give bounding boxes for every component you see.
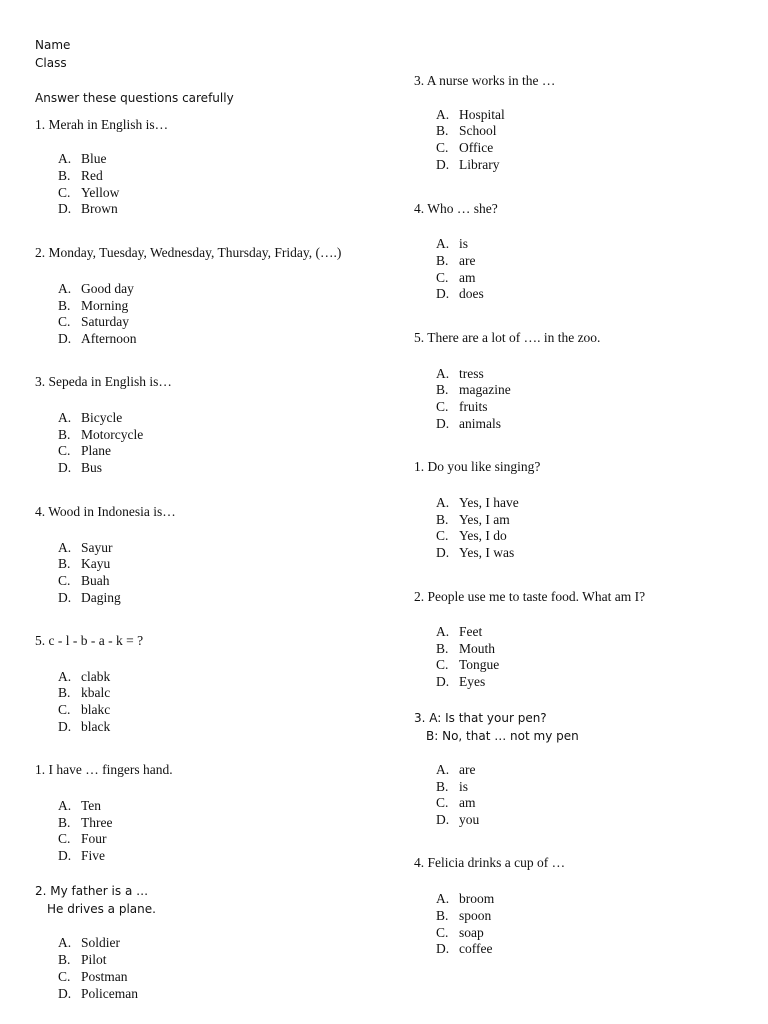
answer-option[interactable]: A. are	[436, 762, 476, 777]
answer-option[interactable]: C. soap	[436, 925, 484, 940]
answer-option[interactable]: A. Ten	[58, 798, 102, 813]
answer-option[interactable]: C. Postman	[58, 969, 128, 984]
answer-option[interactable]: A. Good day	[58, 281, 134, 296]
answer-option[interactable]: D. Five	[58, 848, 106, 863]
answer-option[interactable]: C. Four	[58, 831, 107, 846]
answer-option[interactable]: C. am	[436, 795, 476, 810]
answer-option[interactable]: A. Yes, I have	[436, 495, 519, 510]
name-label: Name	[35, 38, 71, 52]
answer-option[interactable]: D. Library	[436, 157, 500, 172]
question-subtext: B: No, that … not my pen	[426, 729, 579, 743]
answer-option[interactable]: A. tress	[436, 366, 484, 381]
question-text: 3. A nurse works in the …	[414, 73, 556, 88]
answer-option[interactable]: B. School	[436, 123, 497, 138]
question-text: 3. Sepeda in English is…	[35, 374, 172, 389]
answer-option[interactable]: B. Pilot	[58, 952, 107, 967]
answer-option[interactable]: B. Kayu	[58, 556, 111, 571]
answer-option[interactable]: B. Yes, I am	[436, 512, 510, 527]
answer-option[interactable]: B. Morning	[58, 298, 129, 313]
answer-option[interactable]: B. Three	[58, 815, 113, 830]
answer-option[interactable]: B. is	[436, 779, 469, 794]
answer-option[interactable]: D. Eyes	[436, 674, 486, 689]
answer-option[interactable]: A. Hospital	[436, 107, 505, 122]
answer-option[interactable]: A. Bicycle	[58, 410, 123, 425]
answer-option[interactable]: A. Feet	[436, 624, 483, 639]
answer-option[interactable]: C. blakc	[58, 702, 111, 717]
answer-option[interactable]: C. Plane	[58, 443, 111, 458]
answer-option[interactable]: A. Blue	[58, 151, 107, 166]
answer-option[interactable]: A. Sayur	[58, 540, 113, 555]
answer-option[interactable]: C. am	[436, 270, 476, 285]
question-text: 5. c - l - b - a - k = ?	[35, 633, 144, 648]
answer-option[interactable]: A. broom	[436, 891, 495, 906]
answer-option[interactable]: D. Yes, I was	[436, 545, 515, 560]
answer-option[interactable]: D. does	[436, 286, 484, 301]
question-text: 1. Merah in English is…	[35, 117, 169, 132]
answer-option[interactable]: C. Saturday	[58, 314, 129, 329]
answer-option[interactable]: C. fruits	[436, 399, 488, 414]
question-text: 4. Who … she?	[414, 201, 498, 216]
question-subtext: He drives a plane.	[47, 902, 156, 916]
answer-option[interactable]: B. Red	[58, 168, 103, 183]
question-text: 3. A: Is that your pen?	[414, 711, 547, 725]
answer-option[interactable]: B. are	[436, 253, 476, 268]
class-label: Class	[35, 56, 67, 70]
question-text: 2. People use me to taste food. What am I?	[414, 589, 646, 604]
answer-option[interactable]: C. Tongue	[436, 657, 500, 672]
question-text: 1. Do you like singing?	[414, 459, 541, 474]
answer-option[interactable]: D. coffee	[436, 941, 493, 956]
answer-option[interactable]: C. Yellow	[58, 185, 120, 200]
answer-option[interactable]: B. magazine	[436, 382, 511, 397]
question-text: 1. I have … fingers hand.	[35, 762, 173, 777]
answer-option[interactable]: A. clabk	[58, 669, 111, 684]
answer-option[interactable]: D. Afternoon	[58, 331, 137, 346]
answer-option[interactable]: C. Buah	[58, 573, 110, 588]
answer-option[interactable]: D. black	[58, 719, 111, 734]
question-text: 4. Felicia drinks a cup of …	[414, 855, 566, 870]
answer-option[interactable]: B. spoon	[436, 908, 492, 923]
answer-option[interactable]: B. Motorcycle	[58, 427, 144, 442]
answer-option[interactable]: D. Bus	[58, 460, 103, 475]
question-text: 2. Monday, Tuesday, Wednesday, Thursday, Friday, (….)	[35, 245, 342, 260]
answer-option[interactable]: D. Brown	[58, 201, 118, 216]
question-text: 2. My father is a …	[35, 884, 149, 898]
answer-option[interactable]: D. Policeman	[58, 986, 138, 1001]
question-text: 5. There are a lot of …. in the zoo.	[414, 330, 601, 345]
answer-option[interactable]: C. Office	[436, 140, 494, 155]
answer-option[interactable]: D. Daging	[58, 590, 121, 605]
answer-option[interactable]: B. Mouth	[436, 641, 496, 656]
answer-option[interactable]: C. Yes, I do	[436, 528, 507, 543]
answer-option[interactable]: A. Soldier	[58, 935, 120, 950]
instruction-text: Answer these questions carefully	[35, 91, 234, 105]
answer-option[interactable]: A. is	[436, 236, 469, 251]
answer-option[interactable]: D. animals	[436, 416, 501, 431]
answer-option[interactable]: B. kbalc	[58, 685, 111, 700]
answer-option[interactable]: D. you	[436, 812, 480, 827]
question-text: 4. Wood in Indonesia is…	[35, 504, 176, 519]
